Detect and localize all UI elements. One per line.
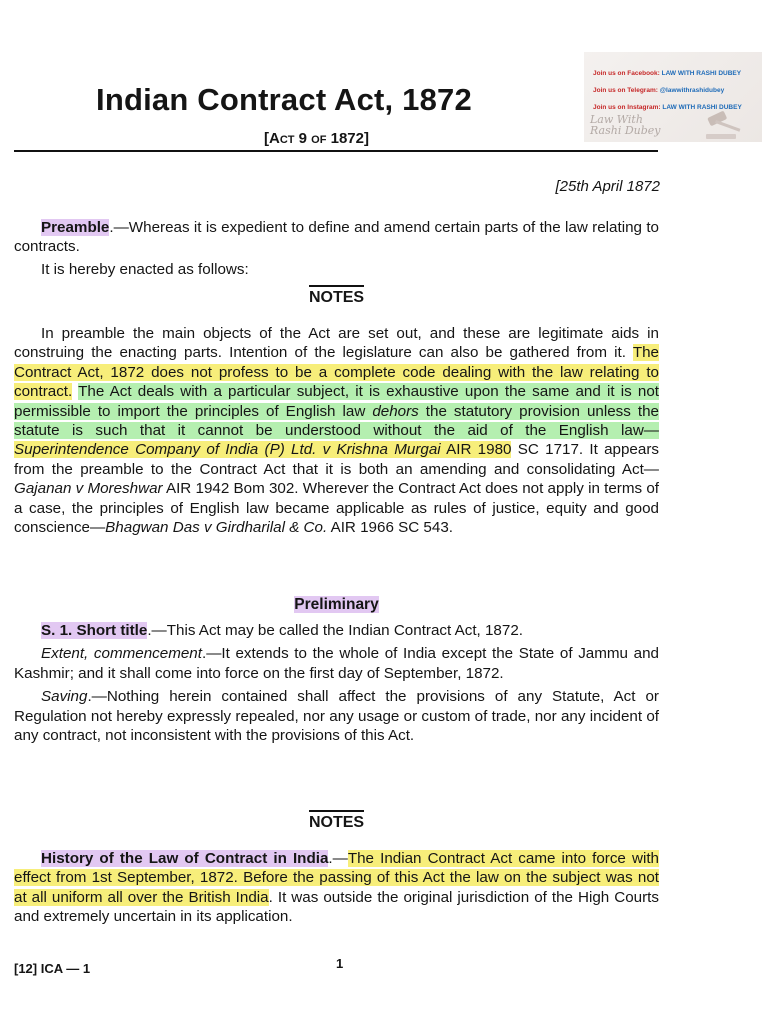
footer-reference: [12] ICA — 1: [14, 961, 91, 976]
watermark-facebook: Join us on Facebook: LAW WITH RASHI DUBEY: [593, 70, 742, 77]
enactment-date: [25th April 1872: [555, 178, 660, 195]
gavel-icon: [702, 110, 750, 140]
section-1: [14, 621, 659, 745]
extent-paragraph: Extent, commencement.—It extends to the whole of India except the State of Jammu and Kashmir; and it shall come into force on the first day of September, 1872.: [14, 645, 659, 682]
highlight-history: The Indian Contract Act came into force with effect from 1st September, 1872. Before the passing of this Act the law on the subject was not at all uniform all over the British India: [14, 850, 659, 906]
document-title: Indian Contract Act, 1872: [96, 82, 472, 117]
notes-1-paragraph: In preamble the main objects of the Act are set out, and these are legitimate aids in construing the enacting parts. Intention of the legislature can also be gathered from it. The Contract Act, 1872 does not profess to be a complete code dealing with the law relating to contract. The Act deals with a particular subject, it is exhaustive upon the same and it is not permissible to import the principles of English law dehors the statutory provision unless the statute is such that it cannot be understood without the aid of the English law—Superintendence Company of India (P) Ltd. v Krishna Murgai AIR 1980 SC 1717. It appears from the preamble to the Contract Act that it is both an amending and consolidating Act—Gajanan v Moreshwar AIR 1942 Bom 302. Wherever the Contract Act does not apply in terms of a case, the principles of English law became applicable as rules of justice, equity and good conscience—Bhagwan Das v Girdharilal & Co. AIR 1966 SC 543.: [14, 325, 659, 537]
extent-label: Extent, commencement: [41, 645, 202, 663]
preamble-section: [14, 218, 659, 279]
watermark-telegram: Join us on Telegram: @lawwithrashidubey: [593, 87, 725, 94]
short-title-label: S. 1. Short title: [41, 622, 148, 639]
preamble-label: Preamble: [41, 219, 110, 236]
watermark-signature: Law With Rashi Dubey: [590, 113, 661, 137]
saving-paragraph: Saving.—Nothing herein contained shall affect the provisions of any Statute, Act or Regulation not hereby expressly repealed, nor any usage or custom of trade, nor any incident of any contract, not inconsistent with the provisions of this Act.: [14, 688, 659, 745]
short-title-paragraph: S. 1. Short title.—This Act may be called the Indian Contract Act, 1872.: [41, 622, 523, 639]
act-number: [Act 9 of 1872]: [264, 130, 369, 147]
case-citation-2: Gajanan v Moreshwar: [14, 480, 163, 498]
page-number: 1: [336, 956, 344, 971]
notes-heading-2: NOTES: [14, 810, 659, 832]
case-citation-3: Bhagwan Das v Girdharilal & Co.: [105, 519, 328, 537]
watermark-banner: [584, 52, 762, 142]
highlight-exhaustive: The Act deals with a particular subject, it is exhaustive upon the same and it is not permissible to import the principles of English law: [14, 383, 659, 420]
notes-heading-1: NOTES: [14, 285, 659, 307]
history-paragraph: History of the Law of Contract in India.—The Indian Contract Act came into force with effect from 1st September, 1872. Before the passing of this Act the law on the subject was not at all uniform all over the British India. It was outside the original jurisdiction of the High Courts and extremely uncertain in its application.: [14, 850, 659, 926]
case-citation-1: Superintendence Company of India (P) Ltd. v Krishna Murgai: [14, 441, 441, 459]
history-label: History of the Law of Contract in India: [41, 850, 329, 867]
watermark-instagram: Join us on Instagram: LAW WITH RASHI DUBEY: [593, 104, 742, 111]
preliminary-heading: Preliminary: [294, 596, 379, 613]
enacted-line: It is hereby enacted as follows:: [41, 260, 249, 278]
preamble-paragraph: Preamble.—Whereas it is expedient to define and amend certain parts of the law relating to contracts.: [14, 219, 659, 256]
notes-2-body: [14, 849, 659, 927]
saving-label: Saving: [41, 688, 88, 706]
title-rule: [14, 150, 658, 152]
highlight-not-complete-code: The Contract Act, 1872 does not profess to be a complete code dealing with the law relating to contract.: [14, 344, 659, 401]
notes-1-body: [14, 324, 659, 537]
